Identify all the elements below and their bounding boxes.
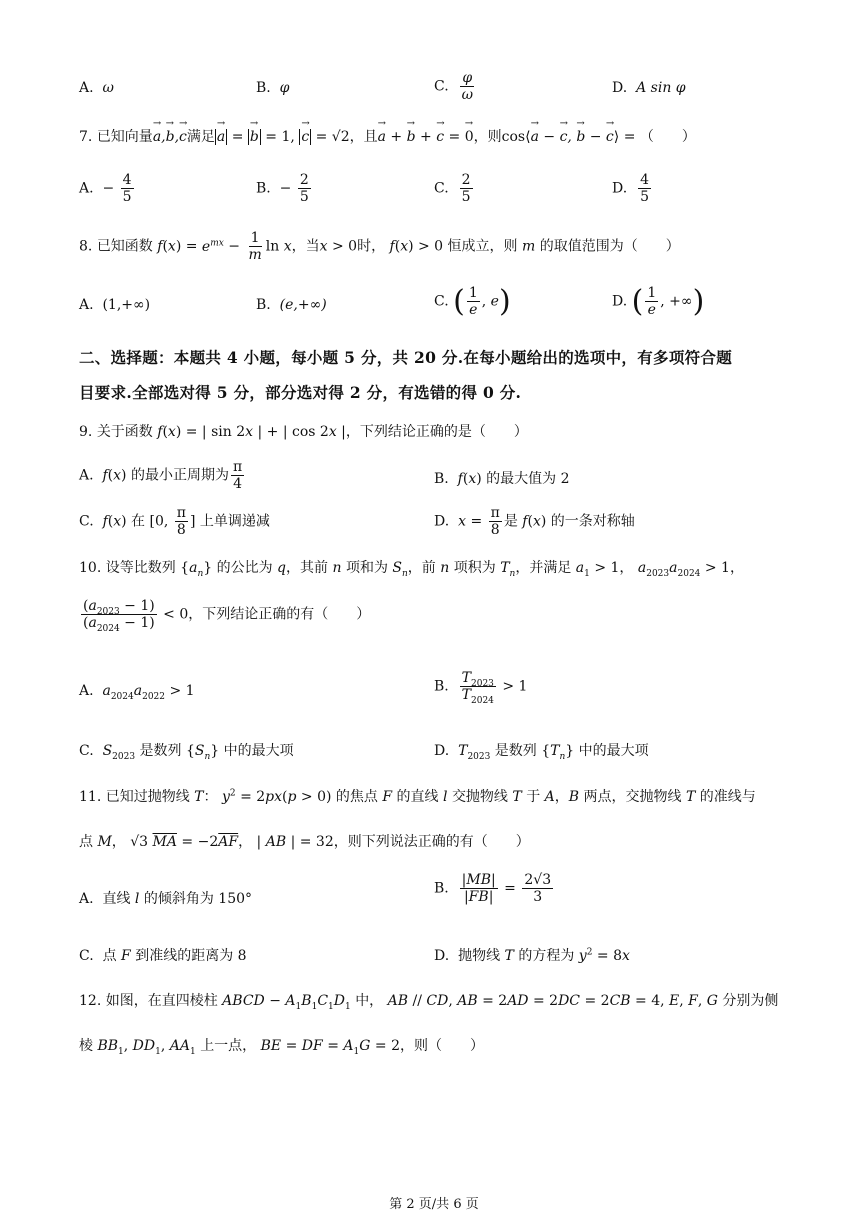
q11-option-c: C. 点 F 到准线的距离为 8 bbox=[79, 948, 247, 964]
q7-option-d: D. $\frac{4}{5}$ bbox=[612, 172, 650, 205]
page-footer: 第 2 页/共 6 页 bbox=[389, 1197, 479, 1212]
question-9: 9. 关于函数 f(x) = | sin 2x | + | cos 2x |，下列结论正确的是（ ） bbox=[79, 424, 528, 440]
question-7: 7. 已知向量→ a,→ b,→ c满足 → a = → b = 1, → c = √2，且→ a + → b + → c = → 0，则cos⟨→ a − → c, → b − → c⟩ = （ ） bbox=[79, 126, 696, 146]
question-10-line2: $\frac{(a_{2023} - 1)}{(a_{2024} - 1)}$ < 0，下列结论正确的有（ ） bbox=[83, 598, 371, 634]
section-2-heading-line2: 目要求.全部选对得 5 分，部分选对得 2 分，有选错的得 0 分. bbox=[79, 383, 522, 402]
q6-option-d: D. A sin φ bbox=[612, 80, 686, 96]
q10-option-d: D. $T_{2023}$ 是数列 $\{T_n\}$ 中的最大项 bbox=[434, 743, 649, 762]
q9-option-d: D. x = $\frac{\pi}{8}$ 是 f(x) 的一条对称轴 bbox=[434, 505, 635, 538]
q8-option-a: A. (1,+∞) bbox=[79, 297, 151, 313]
q9-option-c: C. f(x) 在 [0, $\frac{\pi}{8}$ ] 上单调递减 bbox=[79, 505, 270, 538]
question-12: 12. 如图，在直四棱柱 ABCD − $A_1B_1C_1D_1$ 中， AB // CD, AB = 2AD = 2DC = 2CB = 4, E, F, G 分别为侧 bbox=[79, 993, 779, 1012]
q11-option-a: A. 直线 l 的倾斜角为 150° bbox=[79, 891, 253, 907]
question-12-line2: 棱 $BB_1$, $DD_1$, $AA_1$ 上一点， BE = DF = $A_1G = 2$，则（ ） bbox=[79, 1038, 484, 1057]
q10-option-c: C. $S_{2023}$ 是数列 $\{S_n\}$ 中的最大项 bbox=[79, 743, 294, 762]
q10-option-b: B. $\frac{T_{2023}}{T_{2024}}$ > 1 bbox=[434, 670, 528, 706]
q7-option-b: B. − $\frac{2}{5}$ bbox=[256, 172, 309, 205]
q11-option-d: D. 抛物线 T 的方程为 $y^2 = 8x$ bbox=[434, 947, 630, 964]
q7-option-c: C. $\frac{2}{5}$ bbox=[434, 172, 471, 205]
q6-option-c: C. $\frac{\varphi}{\omega}$ bbox=[434, 70, 473, 103]
q9-option-b: B. f(x) 的最大值为 2 bbox=[434, 471, 570, 487]
q6-option-b: B. φ bbox=[256, 80, 290, 96]
section-2-heading-line1: 二、选择题：本题共 4 小题，每小题 5 分，共 20 分.在每小题给出的选项中，有多项符合题 bbox=[79, 348, 733, 367]
q8-option-b: B. (e,+∞) bbox=[256, 297, 327, 313]
question-10: 10. 设等比数列 $\{a_n\}$ 的公比为 q，其前 n 项和为 $S_n$，前 n 项积为 $T_n$，并满足 $a_1 > 1$， $a_{2023}a_{2024} > 1$， bbox=[79, 560, 744, 579]
question-11-line2: 点 M， √3 $\overline{MA} = -2\overline{AF}$， | AB | = 32，则下列说法正确的有（ ） bbox=[79, 834, 530, 850]
q9-option-a: A. f(x) 的最小正周期为 $\frac{\pi}{4}$ bbox=[79, 459, 243, 492]
q8-option-d: D. ( $\frac{1}{e}$ , +∞) bbox=[612, 284, 705, 319]
question-8: 8. 已知函数 $f(x) = e^{mx}$ − $\frac{1}{m}$ ln x，当x > 0时， f(x) > 0 恒成立，则 m 的取值范围为（ ） bbox=[79, 230, 680, 263]
q7-option-a: A. − $\frac{4}{5}$ bbox=[79, 172, 132, 205]
q10-option-a: A. $a_{2024}a_{2022} > 1$ bbox=[79, 683, 195, 702]
q8-option-c: C. ( $\frac{1}{e}$ , e) bbox=[434, 284, 511, 319]
q11-option-b: B. $\frac{|MB|}{|FB|}$ = $\frac{2√3}{3}$ bbox=[434, 872, 552, 905]
question-11: 11. 已知过抛物线 T： $y^2 = 2px(p > 0)$ 的焦点 F 的直线 l 交抛物线 T 于 A，B 两点，交抛物线 T 的准线与 bbox=[79, 788, 756, 805]
q6-option-a: A. ω bbox=[79, 80, 114, 96]
